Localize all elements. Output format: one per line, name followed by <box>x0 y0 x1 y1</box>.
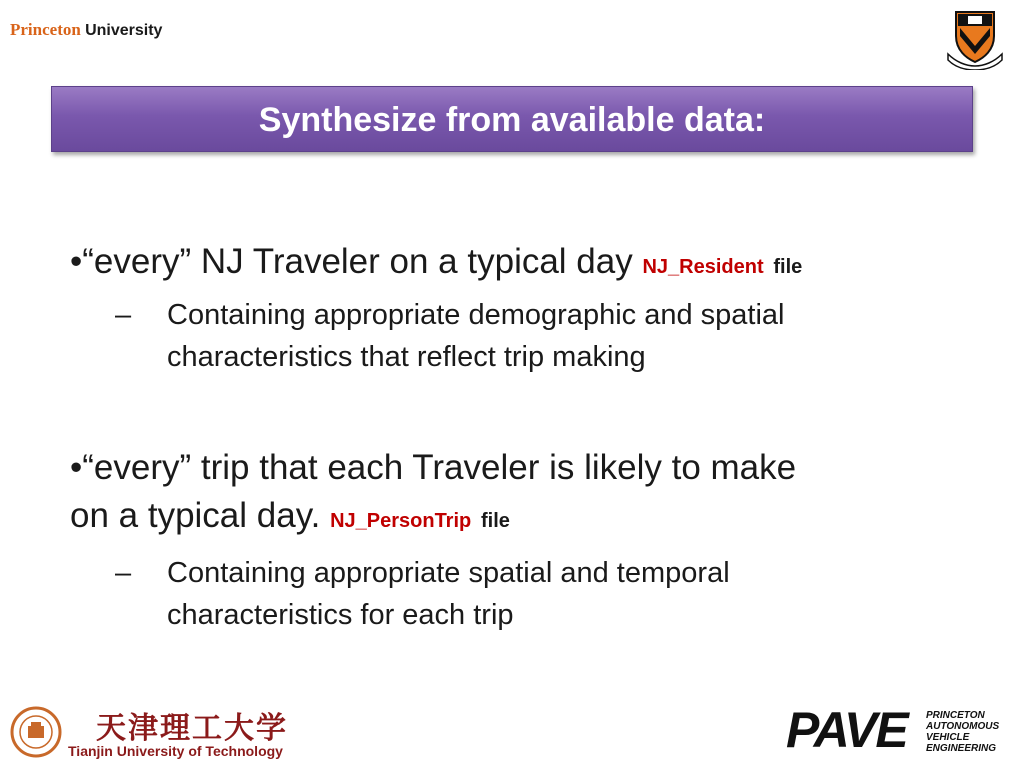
bullet-text-line-1: •“every” trip that each Traveler is likely to make <box>70 448 797 487</box>
pave-wordmark: PAVE <box>786 702 907 758</box>
dash-marker: – <box>115 299 132 331</box>
pave-line: AUTONOMOUS <box>926 721 1000 732</box>
file-tag: NJ_PersonTrip <box>330 510 472 532</box>
princeton-university-logo <box>10 20 162 40</box>
pave-line: ENGINEERING <box>926 743 997 754</box>
file-tag: NJ_Resident <box>642 256 764 278</box>
pave-subtitle <box>926 710 999 754</box>
file-tag-suffix: file <box>480 510 510 532</box>
logo-princeton-text: Princeton <box>10 20 81 39</box>
sub-line-2: characteristics for each trip <box>167 599 514 631</box>
title-banner <box>51 86 973 152</box>
pave-line: PRINCETON <box>926 710 985 721</box>
sub-line-1: Containing appropriate spatial and temporal <box>167 557 730 589</box>
sub-line-1: Containing appropriate demographic and spatial <box>167 299 785 331</box>
logo-university-text: University <box>85 22 163 39</box>
dash-marker: – <box>115 557 132 589</box>
bullet-every-trip <box>70 444 960 545</box>
sub-line-2: characteristics that reflect trip making <box>167 341 646 373</box>
pave-logo <box>786 702 1016 758</box>
tianjin-seal-icon <box>10 706 62 758</box>
bullet-text-line-2: on a typical day. <box>70 496 321 535</box>
tianjin-chinese-name: 天津理工大学 <box>96 711 288 746</box>
sub-bullet-demographic <box>115 294 965 378</box>
bullet-nj-traveler <box>70 238 960 291</box>
file-tag-suffix: file <box>773 256 803 278</box>
sub-bullet-temporal <box>115 552 965 636</box>
bullet-text: •“every” NJ Traveler on a typical day <box>70 242 633 281</box>
tianjin-english-name: Tianjin University of Technology <box>68 743 283 759</box>
pave-line: VEHICLE <box>926 732 970 743</box>
princeton-shield-icon <box>944 6 1006 70</box>
slide-title: Synthesize from available data: <box>258 101 766 139</box>
